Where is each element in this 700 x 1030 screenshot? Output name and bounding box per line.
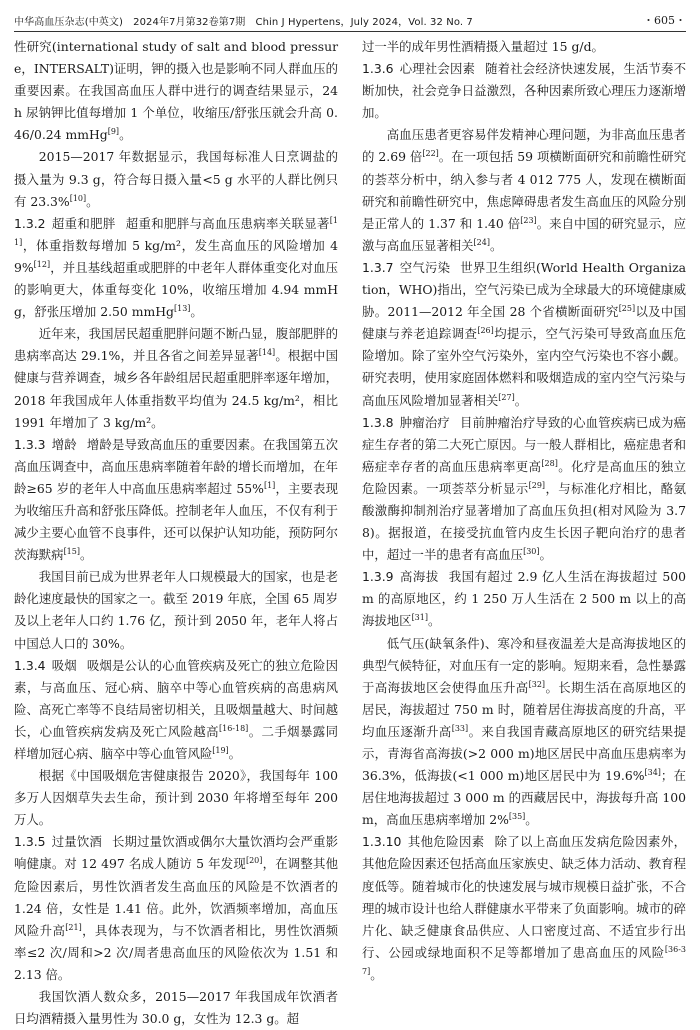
section-1-3-6: 1.3.6 心理社会因素 随着社会经济快速发展，生活节奏不断加快，社会竞争日益激烈，各种因素所致心理压力逐渐增加。 [362, 61, 687, 121]
section-number: 1.3.4 [14, 657, 46, 673]
citation[interactable]: [32] [528, 679, 546, 689]
citation[interactable]: [20] [245, 856, 263, 866]
paragraph: 高血压患者更容易伴发精神心理问题，为非高血压患者的 2.69 倍[22]。在一项包括 59 项横断面研究和前瞻性研究的荟萃分析中，纳入参与者 4 012 775 人，发现在横断面研究和前瞻性研究中，焦虑障碍患者发生高血压的风险分别是正常人的 1.37 和 1.40 倍[23]。来自中国的研究显示，应激与高血压显著相关[24]。 [362, 127, 686, 253]
section-title: 其他危险因素 [407, 834, 485, 850]
right-column [362, 36, 686, 1015]
citation[interactable]: [10] [69, 193, 87, 203]
citation[interactable]: [28] [541, 458, 558, 468]
paragraph: 近年来，我国居民超重肥胖问题不断凸显，腹部肥胖的患病率高达 29.1%，并且各省之间差异显著[14]。根据中国健康与营养调查，城乡各年龄组居民超重肥胖率逐年增加，2018 年我国成年人体重指数平均值为 24.5 kg/m²，相比 1991 年增加了 3 kg/m²。 [14, 326, 338, 430]
section-title: 高海拔 [399, 569, 439, 585]
section-number: 1.3.10 [362, 834, 402, 850]
section-number: 1.3.6 [362, 61, 394, 77]
citation[interactable]: [22] [422, 149, 439, 159]
citation[interactable]: [33] [451, 723, 469, 733]
citation[interactable]: [13] [173, 304, 191, 313]
section-title: 超重和肥胖 [51, 215, 116, 231]
section-1-3-3: 1.3.3 增龄 增龄是导致高血压的重要因素。在我国第五次高血压调查中，高血压患病率随着年龄的增长而增加，在年龄≥65 岁的老年人中高血压患病率超过 55%[1]，主要表现为收缩压升高和舒张压降低。控制老年人血压，不仅有利于减少主要心血管不良事件，还可以保护认知功能，预防阿尔茨海默病[15]。 [14, 436, 339, 563]
citation[interactable]: [26] [477, 326, 494, 336]
section-1-3-8: 1.3.8 肿瘤治疗 目前肿瘤治疗导致的心血管疾病已成为癌症生存者的第二大死亡原因。与一般人群相比，癌症患者和癌症幸存者的高血压患病率更高[28]。化疗是高血压的独立危险因素。一项荟萃分析显示[29]，与标准化疗相比，酪氨酸激酶抑制剂治疗显著增加了高血压负担(相对风险为 3.78)。据报道，在接受抗血管内皮生长因子靶向治疗的患者中，超过一半的患者有高血压[30]。 [362, 414, 687, 563]
citation[interactable]: [27] [498, 392, 515, 402]
paragraph: 我国饮酒人数众多，2015—2017 年我国成年饮酒者日均酒精摄入量男性为 30.0 g，女性为 12.3 g。超 [14, 989, 338, 1027]
section-1-3-2: 1.3.2 超重和肥胖 超重和肥胖与高血压患病率关联显著[11]，体重指数每增加 5 kg/m²，发生高血压的风险增加 49%[12]，并且基线超重或肥胖的中老年人群体重变化对血压的影响更大，体重每变化 10%，收缩压增加 4.94 mmHg，舒张压增加 2.50 mmHg[13]。 [14, 215, 339, 320]
section-1-3-5: 1.3.5 过量饮酒 长期过量饮酒或偶尔大量饮酒均会严重影响健康。对 12 497 名成人随访 5 年发现[20]，在调整其他危险因素后，男性饮酒者发生高血压的风险是不饮酒者的 1.24 倍，女性是 1.41 倍。此外，饮酒频率增加，高血压风险升高[21]，具体表现为，与不饮酒者相比，男性饮酒频率≤2 次/周和>2 次/周者患高血压的风险依次为 1.51 和 2.13 倍。 [14, 834, 339, 982]
citation[interactable]: [1] [263, 480, 276, 490]
page-number: ・605・ [643, 14, 686, 27]
section-title: 肿瘤治疗 [399, 414, 450, 430]
citation[interactable]: [31] [411, 613, 428, 623]
section-1-3-10: 1.3.10 其他危险因素 除了以上高血压发病危险因素外，其他危险因素还包括高血压家族史、缺乏体力活动、教育程度低等。随着城市化的快速发展与城市规模日益扩张，不合理的城市设计也给人群健康水平带来了负面影响。城市的碎片化、缺乏健康食品供应、人口密度过高、不适宜步行出行、公园或绿地面积不足等都增加了患高血压的风险[36-37]。 [362, 834, 687, 982]
citation[interactable]: [35] [508, 812, 526, 822]
paragraph: 根据《中国吸烟危害健康报告 2020》，我国每年 100 多万人因烟草失去生命，预计到 2030 年将增至每年 200 万人。 [14, 768, 338, 828]
left-column [14, 36, 339, 1027]
article-body [14, 36, 687, 1027]
citation[interactable]: [15] [63, 547, 80, 557]
section-title: 增龄 [51, 436, 77, 452]
section-title: 吸烟 [51, 657, 77, 673]
citation[interactable]: [12] [33, 259, 51, 269]
section-number: 1.3.7 [362, 259, 394, 275]
citation[interactable]: [9] [107, 127, 120, 137]
citation[interactable]: [25] [618, 304, 636, 313]
paragraph: 性研究(international study of salt and blood pressure，INTERSALT)证明，钾的摄入也是影响不同人群血压的重要因素。在我国高血压人群中进行的调查结果显示，24 h 尿钠钾比值每增加 1 个单位，收缩压/舒张压就会升高 0.46/0.24 mmHg[9]。 [14, 39, 338, 143]
paragraph: 2015—2017 年数据显示，我国每标准人日烹调盐的摄入量为 9.3 g，符合每日摄入量<5 g 水平的人群比例只有 23.3%[10]。 [14, 149, 338, 209]
citation[interactable]: [16-18] [219, 723, 249, 733]
citation[interactable]: [36-37] [362, 944, 686, 976]
citation[interactable]: [34] [644, 767, 661, 777]
section-number: 1.3.8 [362, 414, 394, 430]
section-title: 空气污染 [399, 259, 451, 275]
section-1-3-9: 1.3.9 高海拔 我国有超过 2.9 亿人生活在海拔超过 500 m 的高原地区，约 1 250 万人生活在 2 500 m 以上的高海拔地区[31]。 [362, 569, 687, 629]
citation[interactable]: [14] [258, 348, 276, 358]
section-1-3-7: 1.3.7 空气污染 世界卫生组织(World Health Organization，WHO)指出，空气污染已成为全球最大的环境健康威胁。2011—2012 年全国 28 个省横断面研究[25]以及中国健康与养老追踪调查[26]均提示，空气污染可导致高血压危险增加。除了室外空气污染外，室内空气污染也不容小觑。研究表明，使用家庭固体燃料和吸烟造成的室内空气污染与高血压风险增加显著相关[27]。 [362, 259, 687, 408]
paragraph: 过一半的成年男性酒精摄入量超过 15 g/d。 [362, 39, 604, 54]
citation[interactable]: [11] [14, 215, 339, 247]
citation[interactable]: [23] [520, 215, 537, 225]
journal-info: 中华高血压杂志(中英文) 2024年7月第32卷第7期 Chin J Hypertens，July 2024，Vol. 32 No. 7 [14, 17, 473, 28]
section-1-3-4: 1.3.4 吸烟 吸烟是公认的心血管疾病及死亡的独立危险因素，与高血压、冠心病、脑卒中等心血管疾病的高患病风险、高死亡率等不良结局密切相关，且吸烟量越大、时间越长，心血管疾病发病及死亡风险越高[16-18]。二手烟暴露同样增加冠心病、脑卒中等心血管风险[19]。 [14, 657, 339, 761]
citation[interactable]: [29] [528, 480, 546, 490]
section-number: 1.3.2 [14, 215, 46, 231]
section-title: 过量饮酒 [51, 834, 102, 850]
section-number: 1.3.3 [14, 436, 46, 452]
running-header [14, 8, 686, 32]
citation[interactable]: [21] [65, 922, 82, 932]
citation[interactable]: [19] [212, 745, 229, 755]
citation[interactable]: [30] [523, 547, 540, 557]
section-number: 1.3.5 [14, 834, 46, 850]
paragraph: 低气压(缺氧条件)、寒冷和昼夜温差大是高海拔地区的典型气候特征，对血压有一定的影响。短期来看，急性暴露于高海拔地区会使得血压升高[32]。长期生活在高原地区的居民，海拔超过 750 m 时，随着居住海拔高度的升高，平均血压逐渐升高[33]。来自我国青藏高原地区的研究结果提示，青海省高海拔(>2 000 m)地区居民中高血压患病率为 36.3%，低海拔(<1 000 m)地区居民中为 19.6%[34]；在居住地海拔超过 3 000 m 的西藏居民中，海拔每升高 100 m，高血压患病率增加 2%[35]。 [362, 635, 687, 828]
citation[interactable]: [24] [473, 237, 490, 247]
paragraph: 我国目前已成为世界老年人口规模最大的国家，也是老龄化速度最快的国家之一。截至 2019 年底，全国 65 周岁及以上老年人口约 1.76 亿，预计到 2050 年，老年人将占中国总人口的 30%。 [14, 569, 338, 651]
section-number: 1.3.9 [362, 569, 394, 585]
section-title: 心理社会因素 [399, 61, 476, 77]
